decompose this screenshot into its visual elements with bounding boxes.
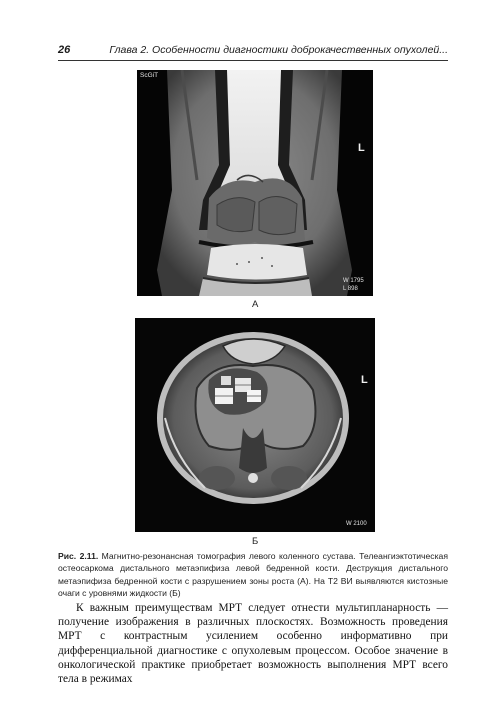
mri-image-b [135,318,375,532]
mri-a-side-marker: L [358,142,365,154]
page-header [58,44,448,61]
running-head: Глава 2. Особенности диагностики доброкачественных опухолей... [109,44,448,56]
mri-a-window-width: W 1795 [343,278,364,284]
mri-a-window-level: L 898 [343,286,358,292]
figure-b-label: Б [252,536,259,547]
mri-b-window-width: W 2100 [346,521,367,527]
body-paragraph: К важным преимуществам МРТ следует отнести мультипланарность — получение изображения в различных плоскостях. Возможность проведения МРТ с контрастным усилением особенно информативно при дифференциальной диагностике с опухолевым процессом. Особое значение в онкологической практике приобретает возможность выполнения МРТ всего тела в режимах [58,602,448,686]
page-number: 26 [58,44,71,56]
mri-coronal-illustration [137,70,373,296]
mri-axial-illustration [135,318,375,532]
caption-text: Магнитно-резонансная томография левого коленного сустава. Телеангиэктотическая остеосаркома дистального метаэпифиза левой бедренной кости. Деструкция дистального метаэпифиза бедренной кости с разрушением зоны роста (А). На Т2 ВИ выявляются кистозные очаги с уровнями жидкости (Б) [58,551,448,599]
body-text [58,601,448,686]
figure-a-label: А [252,299,259,310]
caption-prefix: Рис. 2.11. [58,551,99,561]
figure-caption [58,550,448,600]
mri-a-corner-text: ScGiT [140,72,159,79]
mri-b-side-marker: L [361,374,368,386]
mri-image-a [137,70,373,296]
